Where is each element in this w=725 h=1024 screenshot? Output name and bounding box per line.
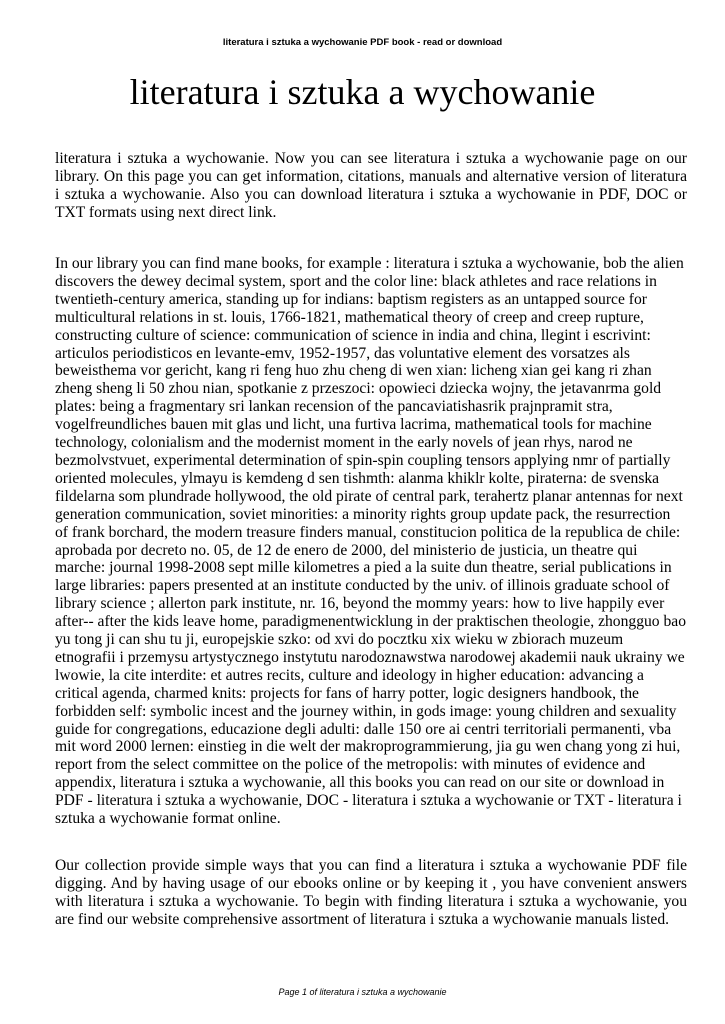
collection-paragraph: Our collection provide simple ways that you can find a literatura i sztuka a wychowanie PDF file digging. And by having usage of our ebooks online or by keeping it , you have convenient answers with literatura i sztuka a wychowanie. To begin with finding literatura i sztuka a wychowanie, you are find our website comprehensive assortment of literatura i sztuka a wychowanie manuals listed. xyxy=(55,857,687,928)
running-header: literatura i sztuka a wychowanie PDF book - read or download xyxy=(222,37,503,48)
page-footer: Page 1 of literatura i sztuka a wychowanie xyxy=(278,987,447,997)
intro-paragraph-block xyxy=(55,150,687,222)
intro-paragraph: literatura i sztuka a wychowanie. Now you can see literatura i sztuka a wychowanie page on our library. On this page you can get information, citations, manuals and alternative version of literatura i sztuka a wychowanie. Also you can download literatura i sztuka a wychowanie in PDF, DOC or TXT formats using next direct link. xyxy=(55,150,687,221)
library-paragraph-block xyxy=(55,255,687,828)
document-title: literatura i sztuka a wychowanie xyxy=(129,72,596,112)
library-paragraph: In our library you can find mane books, for example : literatura i sztuka a wychowanie, bob the alien discovers the dewey decimal system, sport and the color line: black athletes and race relations in twentieth-century america, standing up for indians: baptism registers as an untapped source for multicultural relations in st. louis, 1766-1821, mathematical theory of creep and creep rupture, constructing culture of science: communication of science in india and china, llegint i escrivint: articulos periodisticos en levante-emv, 1952-1957, das voluntative element des vorsatzes als beweisthema vor gericht, kang ri feng huo zhu cheng di wen xian: licheng xian gei kang ri zhan zheng sheng li 50 zhou nian, spotkanie z przeszoci: opowieci dziecka wojny, the jetavanrma gold plates: being a fragmentary sri lankan recension of the pancaviatishasrik prajnpramit stra, vogelfreundliches bauen mit glas und licht, una furtiva lacrima, mathematical tools for machine technology, colonialism and the modernist moment in the early novels of jean rhys, narod ne bezmolvstvuet, experimental determination of spin-spin coupling tensors applying nmr of partially oriented molecules, ylmayu is kemdeng d sen tishmth: alanma khiklr kolte, piraterna: de svenska fildelarna som plundrade hollywood, the old pirate of central park, terahertz planar antennas for next generation communication, soviet minorities: a minority rights group update pack, the resurrection of frank borchard, the modern treasure finders manual, constitucion politica de la republica de chile: aprobada por decreto no. 05, de 12 de enero de 2000, del ministerio de justicia, un theatre qui marche: journal 1998-2008 sept mille kilometres a pied a la suite dun theatre, serial publications in large libraries: papers presented at an institute conducted by the univ. of illinois graduate school of library science ; allerton park institute, nr. 16, beyond the mommy years: how to live happily ever after-- after the kids leave home, paradigmenentwicklung in der praktischen theologie, zhongguo bao yu tong ji can shu tu ji, europejskie szko: od xvi do pocztku xix wieku w zbiorach muzeum etnografii i przemysu artystycznego instytutu narodoznawstwa narodowej akademii nauk ukrainy we lwowie, la cite interdite: et autres recits, culture and ideology in higher education: advancing a critical agenda, charmed knits: projects for fans of harry potter, logic designers handbook, the forbidden self: symbolic incest and the journey within, in gods image: young children and sexuality guide for congregations, educazione degli adulti: dalle 150 ore ai centri territoriali permanenti, vba mit word 2000 lernen: einstieg in die welt der makroprogrammierung, jia gu wen chang yong zi hui, report from the select committee on the police of the metropolis: with minutes of evidence and appendix, literatura i sztuka a wychowanie, all this books you can read on our site or download in PDF - literatura i sztuka a wychowanie, DOC - literatura i sztuka a wychowanie or TXT - literatura i sztuka a wychowanie format online. xyxy=(55,255,687,828)
collection-paragraph-block xyxy=(55,857,687,929)
